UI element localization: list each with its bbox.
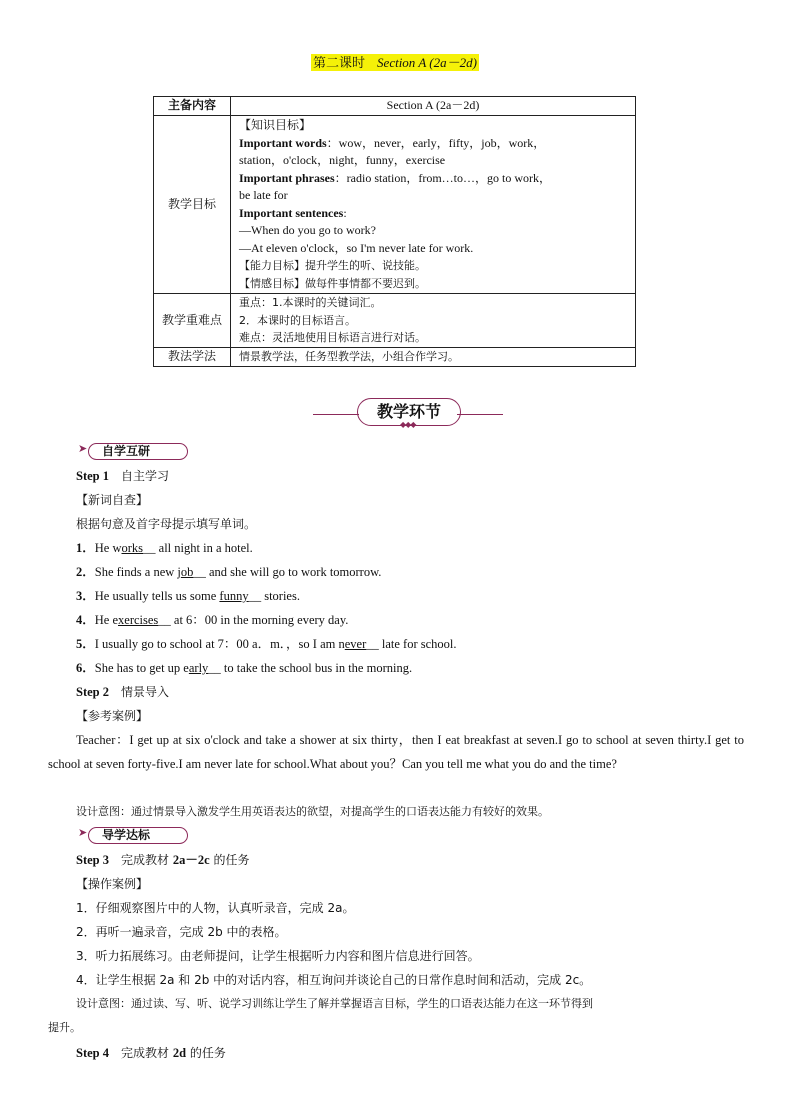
ability-objective: 【能力目标】提升学生的听、说技能。	[239, 259, 426, 272]
exercise-number: 2．	[76, 565, 95, 579]
exercise-answer: ob	[180, 565, 194, 579]
exercise-text: __ and she will go to work tomorrow.	[193, 565, 382, 579]
step4-title-bold: 2d	[172, 1046, 187, 1060]
arrow-icon: ➤	[78, 443, 88, 455]
new-words-heading: 【新词自查】	[76, 493, 149, 507]
banner-title: 教学环节	[357, 398, 461, 426]
phrases-line2: be late for	[239, 188, 288, 202]
reference-heading: 【参考案例】	[76, 709, 149, 723]
knowledge-heading: 【知识目标】	[239, 118, 312, 132]
exercise-text: I usually go to school at 7：00 a．m．，so I am n	[94, 637, 345, 651]
exercise-item	[76, 660, 412, 676]
tag-guide	[76, 826, 190, 844]
section-banner	[313, 396, 503, 432]
important-phrases	[239, 170, 627, 188]
step3-title-pre: 完成教材	[121, 853, 173, 867]
step2-title: 情景导入	[121, 685, 170, 699]
words-label: Important words	[239, 135, 327, 150]
exercise-number: 3．	[76, 589, 95, 603]
lesson-title	[0, 52, 790, 71]
exercise-text: He e	[94, 613, 119, 627]
step1-label: Step 1	[76, 469, 109, 483]
banner-ornament-icon: ◆◆◆	[400, 420, 416, 429]
exercise-item	[76, 636, 457, 652]
step1-title: 自主学习	[121, 469, 170, 483]
exercise-number: 4．	[76, 613, 95, 627]
step4-title-post: 的任务	[186, 1046, 226, 1060]
phrases-label: Important phrases	[239, 170, 335, 185]
plan-label-methods: 教法学法	[154, 347, 231, 366]
teacher-paragraph: Teacher：I get up at six o'clock and take a shower at six thirty，then I eat breakfast at seven.I go to school at seven thirty.I get to school at seven forty-five.I am never late for school.What about you？Can you tell me what you do and the time?	[48, 733, 744, 771]
plan-objectives-cell	[231, 116, 636, 294]
plan-label-keypoints: 教学重难点	[154, 294, 231, 348]
plan-label-objectives: 教学目标	[154, 116, 231, 294]
step2-heading	[76, 684, 169, 700]
banner-rule-right	[457, 414, 503, 415]
sentence-2: —At eleven o'clock，so I'm never late for work.	[239, 240, 474, 255]
exercise-text: __ to take the school bus in the morning.	[208, 661, 413, 675]
sentences-colon: :	[343, 205, 347, 220]
plan-keypoints-cell	[231, 294, 636, 348]
exercise-answer: orks	[121, 541, 144, 555]
design-intent-2: 设计意图：通过读、写、听、说学习训练让学生了解并掌握语言目标，学生的口语表达能力在这一环节得到	[76, 997, 593, 1010]
exercise-number: 5．	[76, 637, 95, 651]
banner-rule-left	[313, 414, 359, 415]
tag-label: 自学互研	[102, 444, 151, 458]
exercise-text: __ late for school.	[366, 637, 457, 651]
exercise-answer: ever	[344, 637, 367, 651]
step1-heading	[76, 468, 169, 484]
exercise-answer: xercises	[118, 613, 159, 627]
lesson-section: Section A (2a－2d)	[377, 55, 477, 70]
step3-heading	[76, 852, 249, 868]
exercise-text: He usually tells us some	[94, 589, 220, 603]
exercise-text: __ stories.	[248, 589, 300, 603]
phrases-line1: ：radio station，from…to…，go to work，	[334, 170, 551, 185]
difficulty: 难点：灵活地使用目标语言进行对话。	[239, 331, 426, 344]
keypoint-2: 2．本课时的目标语言。	[239, 313, 356, 327]
lesson-period: 第二课时	[313, 55, 366, 70]
operation-item: 4．让学生根据 2a 和 2b 中的对话内容，相互询问并谈论自己的日常作息时间和活动，完成 2c。	[76, 973, 592, 987]
step3-title-post: 的任务	[209, 853, 250, 867]
exercise-text: __ all night in a hotel.	[143, 541, 253, 555]
step2-label: Step 2	[76, 685, 109, 699]
exercise-text: She has to get up e	[94, 661, 189, 675]
step4-heading	[76, 1045, 226, 1061]
arrow-icon: ➤	[78, 827, 88, 839]
exercise-text: He w	[94, 541, 122, 555]
lesson-plan-table	[153, 96, 636, 367]
exercise-item	[76, 564, 381, 580]
important-sentences	[239, 205, 627, 223]
operation-heading: 【操作案例】	[76, 877, 149, 891]
exercise-item	[76, 588, 300, 604]
design-intent-1: 设计意图：通过情景导入激发学生用英语表达的欲望，对提高学生的口语表达能力有较好的效果。	[76, 805, 549, 818]
sentences-label: Important sentences	[239, 205, 344, 220]
plan-label-content: 主备内容	[154, 97, 231, 116]
exercise-instruction: 根据句意及首字母提示填写单词。	[76, 517, 257, 531]
exercise-answer: funny	[219, 589, 249, 603]
exercise-text: __ at 6：00 in the morning every day.	[158, 613, 349, 627]
design-intent-2-cont: 提升。	[48, 1021, 81, 1034]
exercise-text: She finds a new j	[94, 565, 181, 579]
operation-item: 2．再听一遍录音，完成 2b 中的表格。	[76, 925, 287, 939]
exercise-item	[76, 612, 348, 628]
operation-item: 1．仔细观察图片中的人物，认真听录音，完成 2a。	[76, 901, 355, 915]
exercise-number: 6．	[76, 661, 95, 675]
step3-title-bold: 2a－2c	[172, 853, 210, 867]
sentence-1: —When do you go to work?	[239, 223, 376, 237]
words-line1: ：wow，never，early，fifty，job，work，	[326, 135, 546, 150]
keypoint-1: 重点：1.本课时的关键词汇。	[239, 296, 382, 309]
step3-label: Step 3	[76, 853, 109, 867]
exercise-number: 1．	[76, 541, 95, 555]
step4-title-pre: 完成教材	[121, 1046, 173, 1060]
step4-label: Step 4	[76, 1046, 109, 1060]
operation-item: 3．听力拓展练习。由老师提问，让学生根据听力内容和图片信息进行回答。	[76, 949, 480, 963]
plan-methods-value: 情景教学法，任务型教学法，小组合作学习。	[231, 347, 636, 366]
important-words	[239, 135, 627, 153]
plan-value-content: Section A (2a－2d)	[231, 97, 636, 116]
tag-self-study	[76, 442, 190, 460]
exercise-item	[76, 540, 253, 556]
words-line2: station，o'clock，night，funny，exercise	[239, 153, 446, 167]
tag-label: 导学达标	[102, 828, 151, 842]
emotion-objective: 【情感目标】做每件事情都不要迟到。	[239, 276, 426, 290]
exercise-answer: arly	[188, 661, 209, 675]
